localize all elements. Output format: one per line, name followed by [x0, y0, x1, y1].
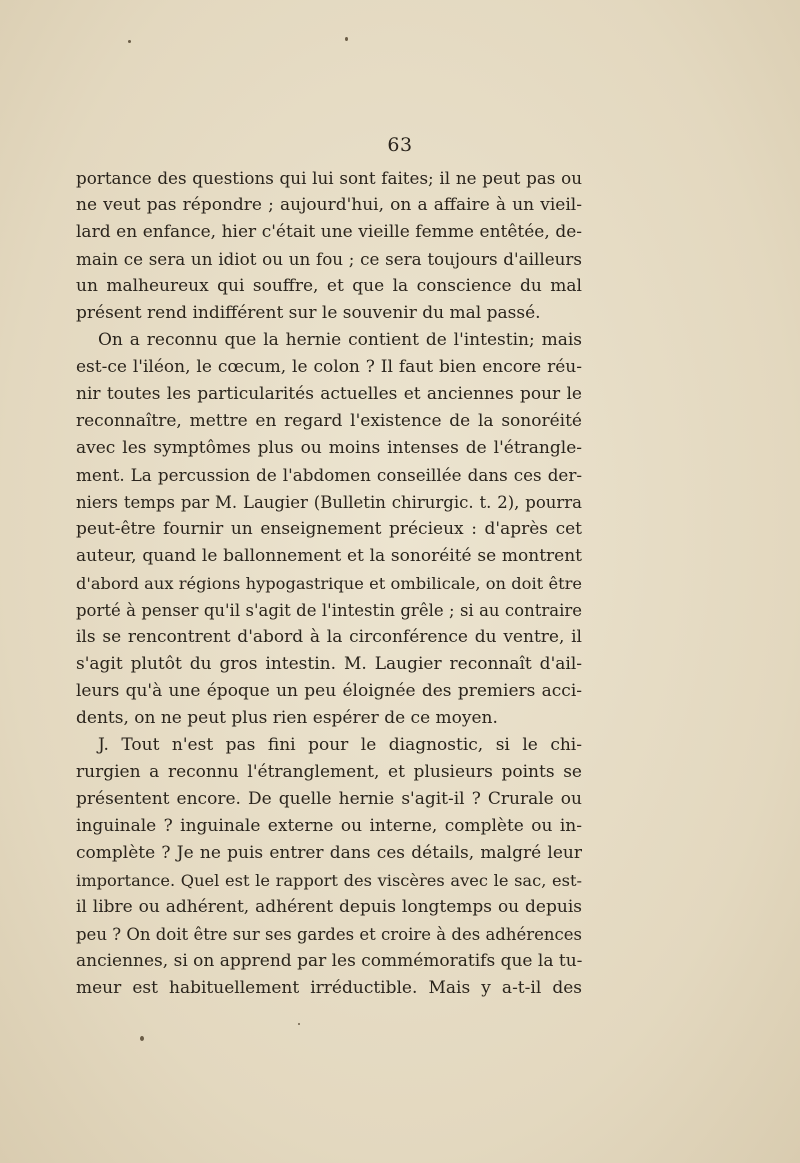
text-line: leurs qu'à une époque un peu éloignée des premiers acci-	[76, 681, 582, 701]
text-line: il libre ou adhérent, adhérent depuis longtemps ou depuis	[76, 897, 582, 917]
text-line: ment. La percussion de l'abdomen conseillée dans ces der-	[76, 465, 582, 485]
text-line: ne veut pas répondre ; aujourd'hui, on a affaire à un vieil-	[76, 195, 582, 215]
text-line: niers temps par M. Laugier (Bulletin chirurgic. t. 2), pourra	[76, 493, 582, 512]
ink-speck	[140, 1036, 144, 1041]
text-line: inguinale ? inguinale externe ou interne, complète ou in-	[76, 816, 582, 836]
text-line: On a reconnu que la hernie contient de l'intestin; mais	[98, 330, 582, 350]
text-line: rurgien a reconnu l'étranglement, et plusieurs points se	[76, 762, 582, 782]
text-line: lard en enfance, hier c'était une vieille femme entêtée, de-	[76, 222, 582, 242]
text-line: meur est habituellement irréductible. Mais y a-t-il des	[76, 978, 582, 998]
ink-speck	[128, 40, 131, 43]
ink-speck	[298, 1023, 300, 1025]
text-line: peut-être fournir un enseignement précieux : d'après cet	[76, 519, 582, 539]
text-line: anciennes, si on apprend par les commémoratifs que la tu-	[76, 951, 583, 971]
text-line: présentent encore. De quelle hernie s'agit-il ? Crurale ou	[76, 789, 582, 809]
text-line: portance des questions qui lui sont faites; il ne peut pas ou	[76, 168, 582, 188]
text-line: main ce sera un idiot ou un fou ; ce sera toujours d'ailleurs	[76, 249, 582, 269]
ink-speck	[345, 37, 348, 41]
body-text	[76, 165, 582, 1002]
text-line: d'abord aux régions hypogastrique et ombilicale, on doit être	[76, 574, 582, 593]
text-line: peu ? On doit être sur ses gardes et croire à des adhérences	[76, 925, 582, 944]
text-line: présent rend indifférent sur le souvenir du mal passé.	[76, 303, 541, 323]
page-number: 63	[387, 134, 413, 156]
text-line: complète ? Je ne puis entrer dans ces détails, malgré leur	[76, 843, 582, 863]
text-line: s'agit plutôt du gros intestin. M. Laugier reconnaît d'ail-	[76, 654, 582, 674]
text-line: ils se rencontrent d'abord à la circonférence du ventre, il	[76, 627, 582, 647]
text-line: dents, on ne peut plus rien espérer de ce moyen.	[76, 708, 498, 728]
text-line: auteur, quand le ballonnement et la sonoréité se montrent	[76, 546, 582, 566]
text-line: nir toutes les particularités actuelles et anciennes pour le	[76, 384, 582, 404]
text-line: J. Tout n'est pas fini pour le diagnostic, si le chi-	[98, 735, 582, 755]
text-line: porté à penser qu'il s'agit de l'intestin grêle ; si au contraire	[76, 601, 582, 620]
text-line: un malheureux qui souffre, et que la conscience du mal	[76, 276, 582, 296]
text-line: est-ce l'iléon, le cœcum, le colon ? Il faut bien encore réu-	[76, 357, 582, 377]
text-line: avec les symptômes plus ou moins intenses de l'étrangle-	[76, 438, 582, 458]
text-line: importance. Quel est le rapport des viscères avec le sac, est-	[76, 871, 582, 890]
text-line: reconnaître, mettre en regard l'existence de la sonoréité	[76, 411, 582, 431]
